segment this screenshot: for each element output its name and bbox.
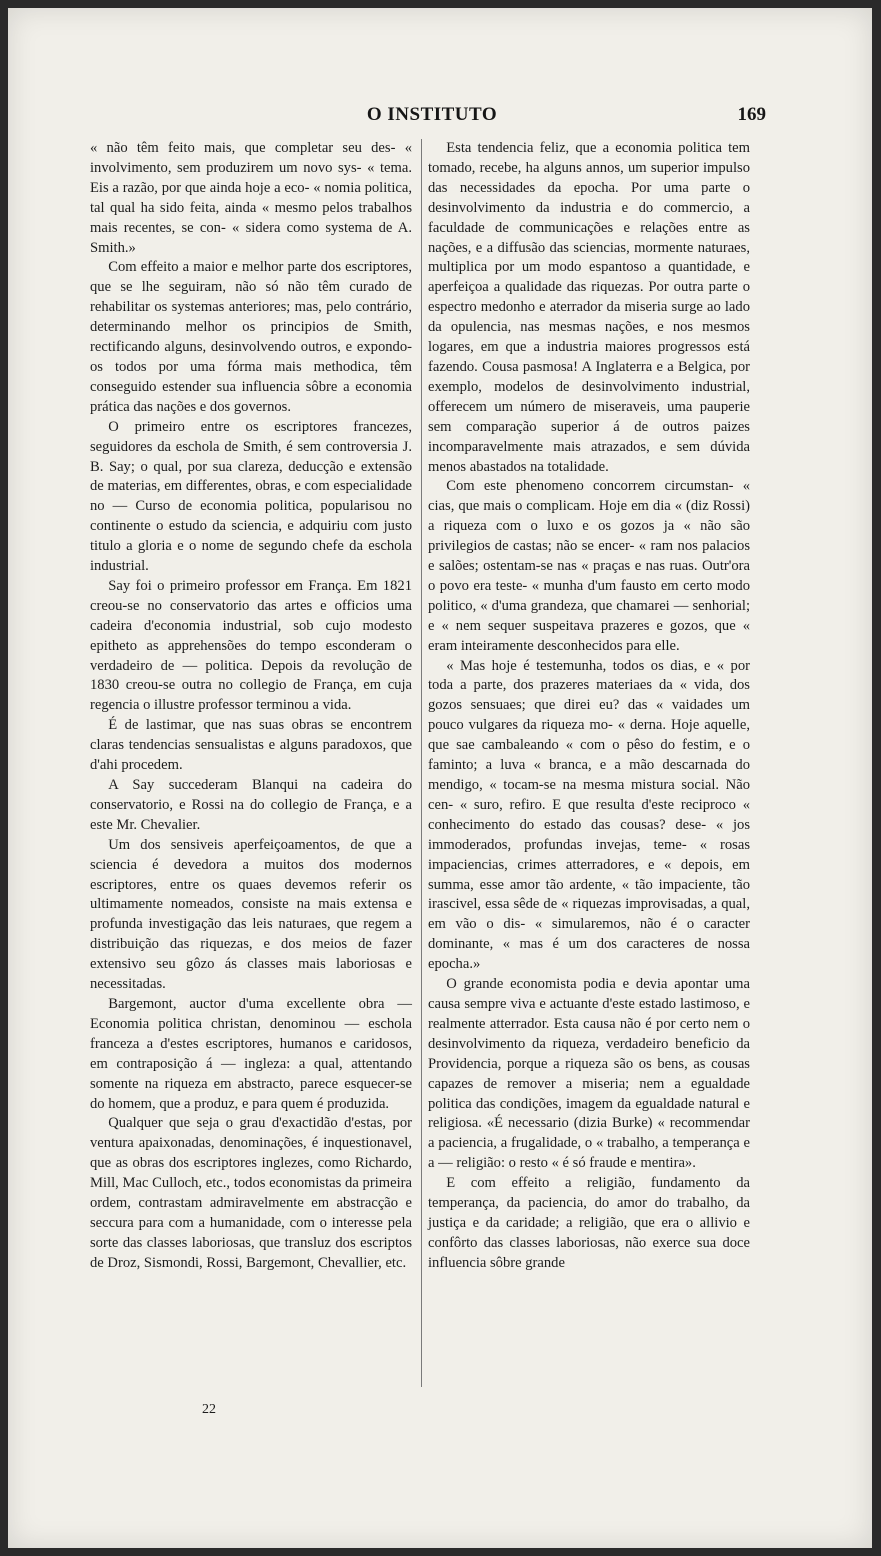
paragraph: A Say succederam Blanqui na cadeira do conservatorio, e Rossi na do collegio de França, e a este Mr. Chevalier. bbox=[90, 777, 412, 833]
paragraph: Say foi o primeiro professor em França. Em 1821 creou-se no conservatorio das artes e officios uma cadeira d'economia industrial, sob cujo modesto epitheto as apprehensões do tempo esconderam o verdadeiro de — politica. Depois da revolução de 1830 creou-se outra no collegio de França, em cuja regencia o illustre professor terminou a vida. bbox=[90, 577, 412, 714]
paragraph: « Mas hoje é testemunha, todos os dias, e « por toda a parte, dos prazeres materiaes da « vida, dos gozos sensuaes; que direi eu? das « vaidades um pouco vulgares da riqueza mo- « derna. Hoje aquelle, que sae cambaleando « com o pêso do festim, e o faminto; a luva « branca, e a mão descarnada do mendigo, « tocam-se na mesma mistura social. Não cen- « suro, refiro. E que resulta d'este reciproco « conhecimento do estado das cousas? dese- « jos immoderados, profundas invejas, teme- « rosas impaciencias, crimes atterradores, e « depois, em summa, esse amor tão ardente, « tão impaciente, tão irascivel, essa sêde de « riquezas improvisadas, a qual, em vão o dis- « simularemos, não é o caracter dominante, « mas é um dos caracteres de nossa epocha.» bbox=[428, 657, 750, 973]
paragraph: Com effeito a maior e melhor parte dos escriptores, que se lhe seguiram, não só não têm curado de rehabilitar os systemas anteriores; mas, pelo contrário, determinando melhor os principios de Smith, rectificando alguns, desinvolvendo outros, e expondo-os todos por uma fórma mais methodica, têm conseguido estender sua influencia sôbre a economia prática das nações e dos governos. bbox=[90, 259, 412, 415]
page-number: 169 bbox=[737, 104, 766, 125]
running-head bbox=[98, 104, 766, 128]
left-column bbox=[90, 139, 412, 1274]
right-column bbox=[428, 139, 750, 1274]
paragraph: O grande economista podia e devia apontar uma causa sempre viva e actuante d'este estado lastimoso, e realmente atterrador. Esta causa não é por certo nem o desinvolvimento da riqueza, verdadeiro beneficio da Providencia, porque a riqueza são os bens, as cousas capazes de remover a miseria; nem a egualdade politica das condições, imagem da egualdade natural e religiosa. «É necessario (dizia Burke) « recommendar a paciencia, a frugalidade, o « trabalho, a temperança e a — religião: o resto « é só fraude e mentira». bbox=[428, 976, 750, 1172]
column-divider bbox=[421, 139, 422, 1387]
paragraph: E com effeito a religião, fundamento da temperança, da paciencia, do amor do trabalho, da justiça e da caridade; a religião, que era o allivio e confôrto das classes laboriosas, não exerce sua doce influencia sôbre grande bbox=[428, 1175, 750, 1271]
paragraph: Bargemont, auctor d'uma excellente obra — Economia politica christan, denominou — eschola franceza a d'estes escriptores, humanos e caridosos, em contraposição á — ingleza: a qual, attentando somente na riqueza em abstracto, parece esquecer-se do homem, que a produz, e para quem é produzida. bbox=[90, 995, 412, 1112]
page-title: O INSTITUTO bbox=[366, 104, 498, 125]
paragraph: « não têm feito mais, que completar seu des- « involvimento, sem produzirem um novo sys- « tema. Eis a razão, por que ainda hoje a eco- « nomia politica, tal qual ha sido feita, ainda « mesmo pelos trabalhos mais recentes, se con- « sidera como systema de A. Smith.» bbox=[90, 140, 412, 256]
paragraph: Um dos sensiveis aperfeiçoamentos, de que a sciencia é devedora a muitos dos modernos escriptores, entre os quaes devemos referir os ultimamente nomeados, consiste na mais extensa e profunda investigação das leis naturaes, que regem a distribuição das riquezas, e dos meios de fazer extensivo seu gôzo ás classes mais laboriosas e necessitadas. bbox=[90, 836, 412, 993]
page-sheet bbox=[8, 8, 872, 1548]
signature-mark: 22 bbox=[202, 1402, 216, 1417]
paragraph: Qualquer que seja o grau d'exactidão d'estas, por ventura apaixonadas, denominações, é inquestionavel, que as obras dos escriptores inglezes, como Richardo, Mill, Mac Culloch, etc., todos economistas da primeira ordem, contrastam admiravelmente em abstracção e seccura para com a humanidade, com o interesse pela sorte das classes laboriosas, que transluz dos escriptos de Droz, Sismondi, Rossi, Bargemont, Chevallier, etc. bbox=[90, 1115, 412, 1271]
paragraph: Esta tendencia feliz, que a economia politica tem tomado, recebe, ha alguns annos, um superior impulso das necessidades da epocha. Por uma parte o desinvolvimento da industria e do commercio, a faculdade de communicações e relações entre as nações, e a diffusão das sciencias, mormente naturaes, multiplica por um modo espantoso a quantidade, e aperfeiçoa a qualidade das riquezas. Por outra parte o espectro medonho e aterrador da miseria surge ao lado da opulencia, nas mesmas nações, e nos mesmos logares, em que a industria maiores progressos está fazendo. Cousa pasmosa! A Inglaterra e a Belgica, por exemplo, modelos de desinvolvimento industrial, offerecem um número de miseraveis, uma pauperie sem comparação superior á de outros paizes incomparavelmente mais atrazados, e sem dúvida menos abastados na totalidade. bbox=[428, 140, 750, 475]
paragraph: O primeiro entre os escriptores francezes, seguidores da eschola de Smith, é sem controversia J. B. Say; o qual, por sua clareza, deducção e extensão de materias, em differentes, obras, e com especialidade no — Curso de economia politica, popularisou no continente o estudo da sciencia, e adquiriu com justo titulo a gloria e o nome de segundo chefe da eschola industrial. bbox=[90, 418, 412, 575]
paragraph: É de lastimar, que nas suas obras se encontrem claras tendencias sensualistas e alguns paradoxos, que d'ahi procedem. bbox=[90, 717, 412, 774]
paragraph: Com este phenomeno concorrem circumstan- « cias, que mais o complicam. Hoje em dia « (diz Rossi) a riqueza com o luxo e os gozos ja « não são privilegios de castas; não se encer- « ram nos palacios e salões; ostentam-se nas « praças e nas ruas. Outr'ora o povo era teste- « munha d'um fausto em certo modo politico, « d'uma grandeza, que chamarei — senhorial; e « nem sequer suspeitava prazeres e gozos, que « eram inteiramente desconhecidos para elle. bbox=[428, 478, 750, 654]
